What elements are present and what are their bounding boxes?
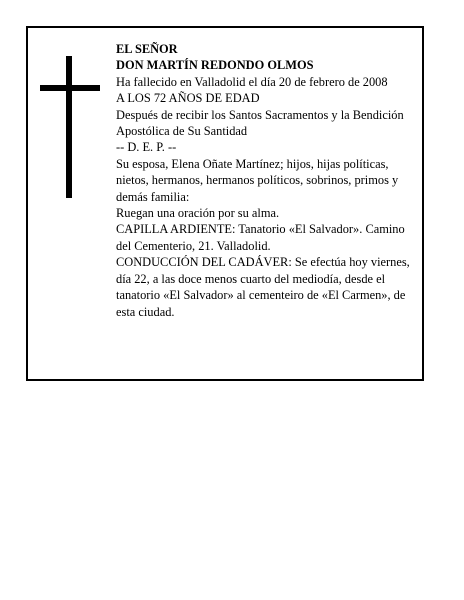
obituary-notice: [26, 26, 424, 381]
age-line: A LOS 72 AÑOS DE EDAD: [116, 91, 260, 106]
procession-text: CONDUCCIÓN DEL CADÁVER: Se efectúa hoy viernes, día 22, a las doce menos cuarto del mediodía, desde el tanatorio «El Salvador» al cementeiro de «El Carmen», de esta ciudad.: [116, 255, 410, 319]
notice-text: [116, 41, 420, 320]
prayer-line: Ruegan una oración por su alma.: [116, 206, 280, 221]
cross-vertical-bar: [66, 56, 72, 198]
family-text: Su esposa, Elena Oñate Martínez; hijos, hijas políticas, nietos, hermanos, hermanos políticos, sobrinos, primos y demás familia:: [116, 156, 399, 204]
deceased-name: DON MARTÍN REDONDO OLMOS: [116, 58, 314, 73]
cross-horizontal-bar: [40, 85, 100, 91]
notice-title: EL SEÑOR: [116, 42, 178, 56]
latin-cross-icon: [40, 56, 100, 198]
sacraments-text: Después de recibir los Santos Sacramentos y la Bendición Apostólica de Su Santidad: [116, 107, 404, 139]
rip-line: -- D. E. P. --: [116, 140, 177, 155]
chapel-text: CAPILLA ARDIENTE: Tanatorio «El Salvador». Camino del Cementerio, 21. Valladolid.: [116, 222, 405, 253]
death-line: Ha fallecido en Valladolid el día 20 de febrero de 2008: [116, 74, 388, 89]
